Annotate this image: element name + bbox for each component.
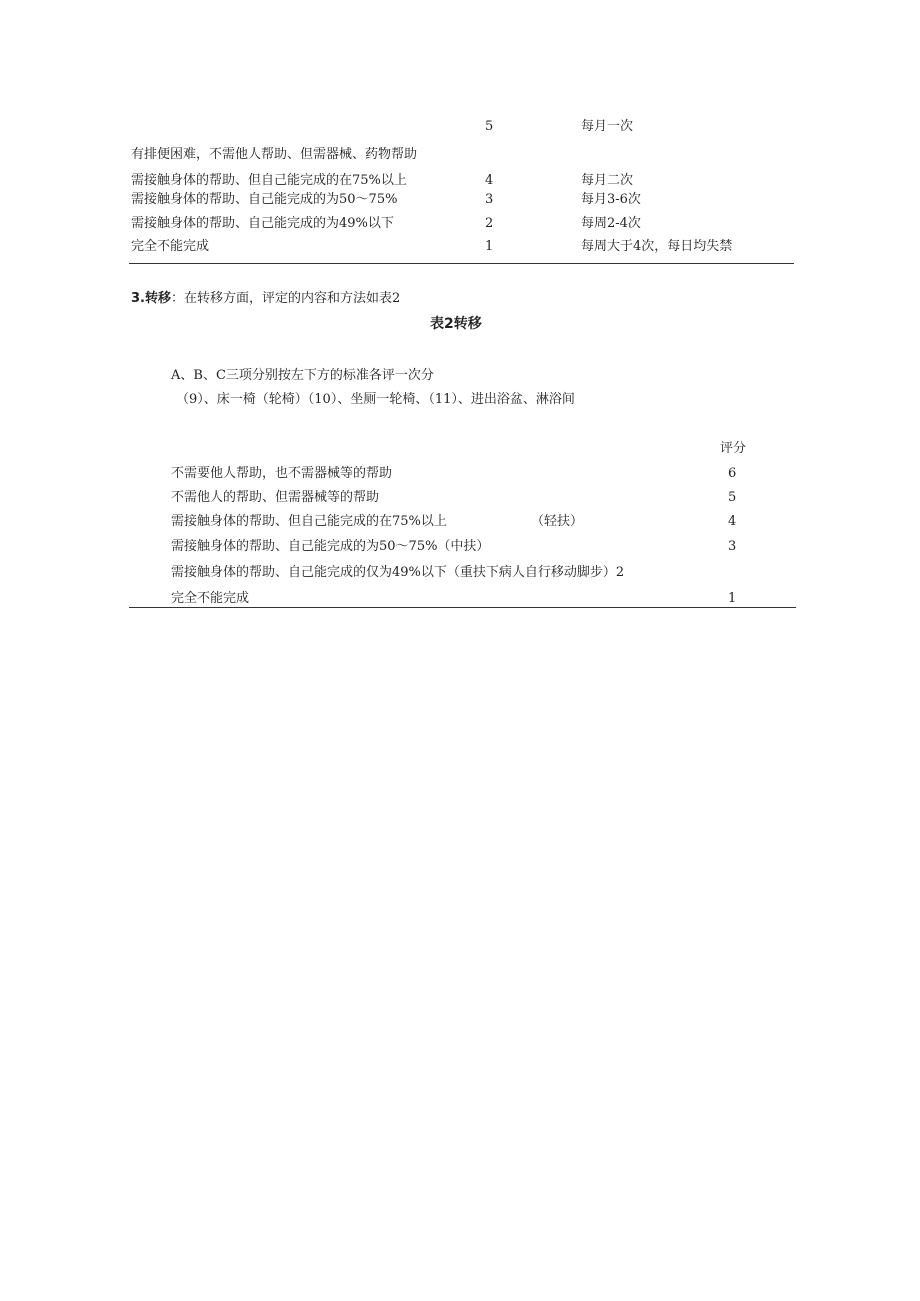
table2-score-header: 评分 — [720, 441, 747, 456]
t2-row1-description: 不需要他人帮助，也不需器械等的帮助 — [171, 466, 393, 481]
t1-row4-frequency: 每月3-6次 — [581, 192, 641, 207]
t1-row2-description: 有排便困难，不需他人帮助、但需器械、药物帮助 — [131, 147, 418, 162]
t2-row2-description: 不需他人的帮助、但需器械等的帮助 — [171, 490, 380, 505]
t2-row2-score: 5 — [728, 490, 737, 505]
section3-heading: 3.转移 — [131, 291, 171, 306]
t2-row6-score: 1 — [728, 591, 737, 606]
t2-row3-score: 4 — [728, 514, 737, 529]
t2-row3-note: （轻扶） — [531, 514, 584, 529]
table1-bottom-rule — [129, 263, 794, 264]
t1-row5-description: 需接触身体的帮助、自己能完成的为49%以下 — [131, 216, 394, 231]
t1-row6-score: 1 — [485, 239, 494, 254]
t2-row4-description: 需接触身体的帮助、自己能完成的为50～75%（中扶） — [171, 539, 490, 554]
table2-intro-line1: A、B、C三项分别按左下方的标准各评一次分 — [171, 368, 434, 383]
table2-intro-line2: （9）、床一椅（轮椅）（10）、坐厕一轮椅、（11）、进出浴盆、淋浴间 — [176, 392, 575, 407]
t2-row4-score: 3 — [728, 539, 737, 554]
section3-paragraph — [131, 291, 400, 307]
t1-row4-score: 3 — [485, 192, 494, 207]
t1-row3-description: 需接触身体的帮助、但自己能完成的在75%以上 — [131, 173, 407, 188]
t1-row1-score: 5 — [485, 119, 494, 134]
t2-row6-description: 完全不能完成 — [171, 591, 250, 606]
t2-row1-score: 6 — [728, 466, 737, 481]
t2-row3-description: 需接触身体的帮助、但自己能完成的在75%以上 — [171, 514, 447, 529]
t1-row6-frequency: 每周大于4次，每日均失禁 — [581, 239, 733, 254]
t1-row6-description: 完全不能完成 — [131, 239, 210, 254]
t1-row5-score: 2 — [485, 216, 494, 231]
t1-row1-frequency: 每月一次 — [581, 119, 634, 134]
t1-row4-description: 需接触身体的帮助、自己能完成的为50～75% — [131, 192, 398, 207]
t1-row3-score: 4 — [485, 173, 494, 188]
t1-row3-frequency: 每月二次 — [581, 173, 634, 188]
section3-text: ：在转移方面，评定的内容和方法如表2 — [170, 291, 401, 306]
table2-bottom-rule — [129, 607, 796, 608]
t1-row5-frequency: 每周2-4次 — [581, 216, 641, 231]
table2-title: 表2转移 — [430, 316, 482, 332]
t2-row5-description: 需接触身体的帮助、自己能完成的仅为49%以下（重扶下病人自行移动脚步）2 — [171, 565, 625, 580]
